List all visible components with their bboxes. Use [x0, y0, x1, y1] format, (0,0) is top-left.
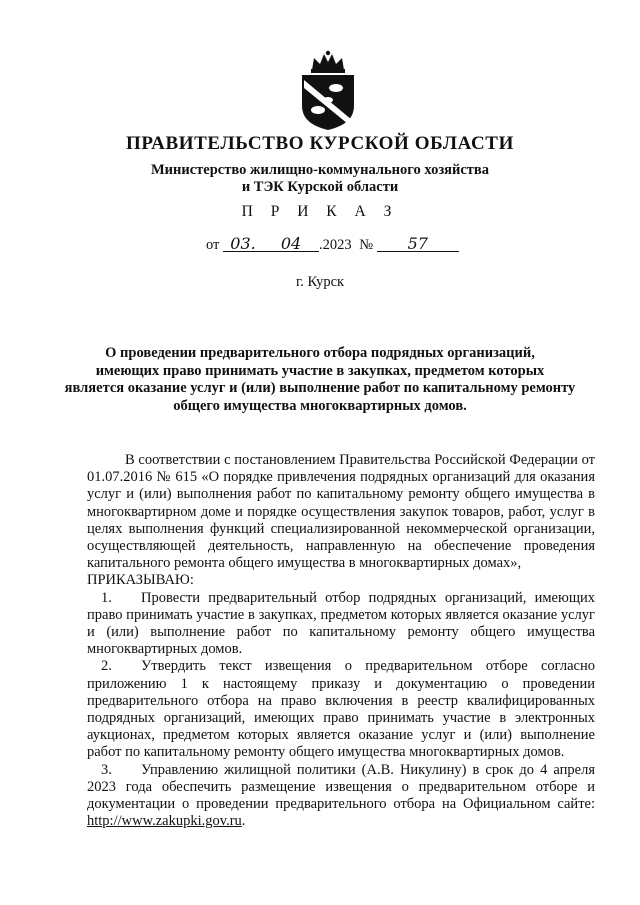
city: г. Курск [295, 274, 345, 290]
item-number: 3. [101, 761, 112, 778]
document-type: П Р И К А З [241, 203, 399, 220]
preamble: В соответствии с постановлением Правительства Российской Федерации от 01.07.2016 № 615 «О порядке привлечения подрядных организаций для оказания услуг и (или) выполнения работ по капитальному ремонту общего имущества в многоквартирном доме и порядке осуществления закупок товаров, работ, услуг в целях выполнения функций специализированной некоммерческой организации, осуществляющей деятельность, направленную на обеспечение проведения капитального ремонта общего имущества в многоквартирных домах», [87, 452, 595, 572]
order-item-1 [87, 590, 595, 659]
order-item-3 [87, 762, 595, 831]
order-word: ПРИКАЗЫВАЮ: [87, 572, 194, 589]
ministry-line-2: и ТЭК Курской области [241, 179, 399, 195]
ministry-line-1: Министерство жилищно-коммунального хозяйства [151, 162, 489, 178]
zakupki-link[interactable]: http://www.zakupki.gov.ru [87, 813, 242, 830]
item-text: Провести предварительный отбор подрядных организаций, имеющих право принимать участие в закупках, предметом которых является оказание услуг и (или) выполнение работ по капитальному ремонту общего имущества многоквартирных домов. [87, 589, 595, 658]
date-number-line [206, 236, 459, 254]
number-sign: № [359, 237, 374, 253]
subject-line-4: общего имущества многоквартирных домов. [173, 397, 467, 414]
date-prefix: от [206, 237, 220, 253]
item-text: Утвердить текст извещения о предварительном отборе согласно приложению 1 к настоящему приказу и документацию о проведении предварительного отбора на право включения в реестр квалифицированных подрядных организаций, имеющих право принимать участие в электронных аукционах, предметом которых является оказание услуг и (или) выполнение работ по капитальному ремонту общего имущества многоквартирных домов. [87, 658, 595, 761]
ministry-name [0, 162, 640, 196]
item-number: 2. [101, 658, 112, 675]
order-item-2 [87, 658, 595, 761]
kursk-coat-of-arms-icon [296, 50, 360, 132]
handwritten-date-day: 03. [223, 236, 263, 252]
item-number: 1. [101, 589, 112, 606]
handwritten-order-number: 57 [377, 236, 459, 252]
subject-line-1: О проведении предварительного отбора подрядных организаций, [105, 345, 535, 361]
date-year: .2023 [319, 237, 352, 253]
item-tail: . [241, 813, 246, 830]
government-title: ПРАВИТЕЛЬСТВО КУРСКОЙ ОБЛАСТИ [126, 133, 514, 154]
subject-line-2: имеющих право принимать участие в закупках, предметом которых [95, 362, 545, 379]
item-text: Управлению жилищной политики (А.В. Никулину) в срок до 4 апреля 2023 года обеспечить размещение извещения о предварительном отборе и документации о проведении предварительного отбора на Официальном сайте: [87, 761, 595, 813]
subject-line-3: является оказание услуг и (или) выполнение работ по капитальному ремонту [64, 380, 576, 396]
handwritten-date-month: 04 [263, 236, 319, 252]
order-subject [0, 345, 640, 415]
order-body [87, 452, 595, 830]
